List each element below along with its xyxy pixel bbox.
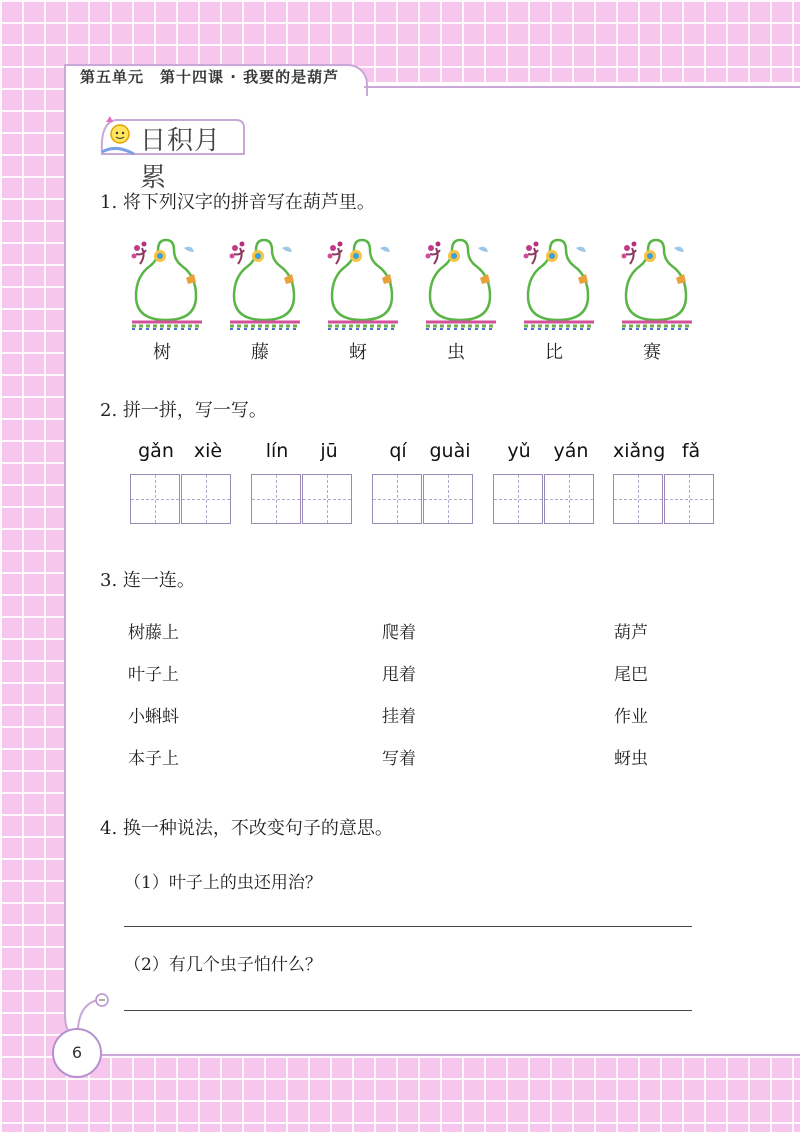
sub-question-2: （2）有几个虫子怕什么？ xyxy=(124,955,322,975)
match-middle-item[interactable]: 挂着 xyxy=(382,707,416,727)
match-left-item[interactable]: 小蝌蚪 xyxy=(128,707,179,727)
pinyin-group-5 xyxy=(613,440,717,466)
pencil-decoration-icon xyxy=(74,990,124,1030)
match-right-item[interactable]: 葫芦 xyxy=(614,623,648,643)
writing-box[interactable] xyxy=(544,474,594,524)
question-2-title: 2. 拼一拼，写一写。 xyxy=(100,400,267,421)
writing-box[interactable] xyxy=(613,474,663,524)
pinyin-label: yǔ xyxy=(507,440,531,462)
gourd-char-6: 赛 xyxy=(643,342,661,363)
writing-box[interactable] xyxy=(181,474,231,524)
gourd-icon xyxy=(128,234,204,334)
pinyin-label: jū xyxy=(320,440,338,462)
pinyin-label: gǎn xyxy=(138,440,174,462)
pinyin-group-2 xyxy=(251,440,355,466)
match-middle-item[interactable]: 爬着 xyxy=(382,623,416,643)
gourd-icon xyxy=(226,234,302,334)
pinyin-label: lín xyxy=(265,440,289,462)
writing-box[interactable] xyxy=(251,474,301,524)
gourd-image-3 xyxy=(324,234,400,334)
match-left-item[interactable]: 叶子上 xyxy=(128,665,179,685)
gourd-image-4 xyxy=(422,234,498,334)
pinyin-label: xiè xyxy=(193,440,223,462)
pinyin-label: fǎ xyxy=(681,440,701,462)
question-1-title: 1. 将下列汉字的拼音写在葫芦里。 xyxy=(100,192,375,213)
gourd-icon xyxy=(520,234,596,334)
gourd-icon xyxy=(422,234,498,334)
match-middle-item[interactable]: 甩着 xyxy=(382,665,416,685)
gourd-image-2 xyxy=(226,234,302,334)
question-4-title: 4. 换一种说法，不改变句子的意思。 xyxy=(100,818,393,839)
gourd-char-2: 藤 xyxy=(251,342,269,363)
writing-box[interactable] xyxy=(130,474,180,524)
writing-box[interactable] xyxy=(423,474,473,524)
gourd-image-6 xyxy=(618,234,694,334)
pinyin-group-1 xyxy=(130,440,234,466)
match-right-item[interactable]: 作业 xyxy=(614,707,648,727)
page-number: 6 xyxy=(52,1028,102,1078)
gourd-char-5: 比 xyxy=(545,342,563,363)
gourd-icon xyxy=(618,234,694,334)
writing-box[interactable] xyxy=(372,474,422,524)
writing-box[interactable] xyxy=(493,474,543,524)
match-middle-item[interactable]: 写着 xyxy=(382,749,416,769)
gourd-char-4: 虫 xyxy=(447,342,465,363)
pinyin-label: yán xyxy=(553,440,589,462)
pinyin-group-4 xyxy=(493,440,597,466)
question-3-title: 3. 连一连。 xyxy=(100,570,195,591)
gourd-image-1 xyxy=(128,234,204,334)
header-rule xyxy=(364,86,800,88)
match-right-item[interactable]: 蚜虫 xyxy=(614,749,648,769)
answer-line-1[interactable] xyxy=(124,926,692,927)
match-right-item[interactable]: 尾巴 xyxy=(614,665,648,685)
writing-box[interactable] xyxy=(302,474,352,524)
pinyin-label: guài xyxy=(429,440,471,462)
gourd-char-3: 蚜 xyxy=(349,342,367,363)
section-title: 日积月累 xyxy=(140,126,222,193)
gourd-image-5 xyxy=(520,234,596,334)
answer-line-2[interactable] xyxy=(124,1010,692,1011)
section-badge xyxy=(96,114,246,193)
match-left-item[interactable]: 树藤上 xyxy=(128,623,179,643)
page-header: 第五单元 第十四课 · 我要的是葫芦 xyxy=(80,68,340,86)
gourd-icon xyxy=(324,234,400,334)
pinyin-group-3 xyxy=(372,440,476,466)
match-left-item[interactable]: 本子上 xyxy=(128,749,179,769)
sub-question-1: （1）叶子上的虫还用治？ xyxy=(124,873,322,893)
gourd-char-1: 树 xyxy=(153,342,171,363)
pinyin-label: qí xyxy=(389,440,407,462)
pinyin-label: xiǎng xyxy=(613,440,666,462)
writing-box[interactable] xyxy=(664,474,714,524)
